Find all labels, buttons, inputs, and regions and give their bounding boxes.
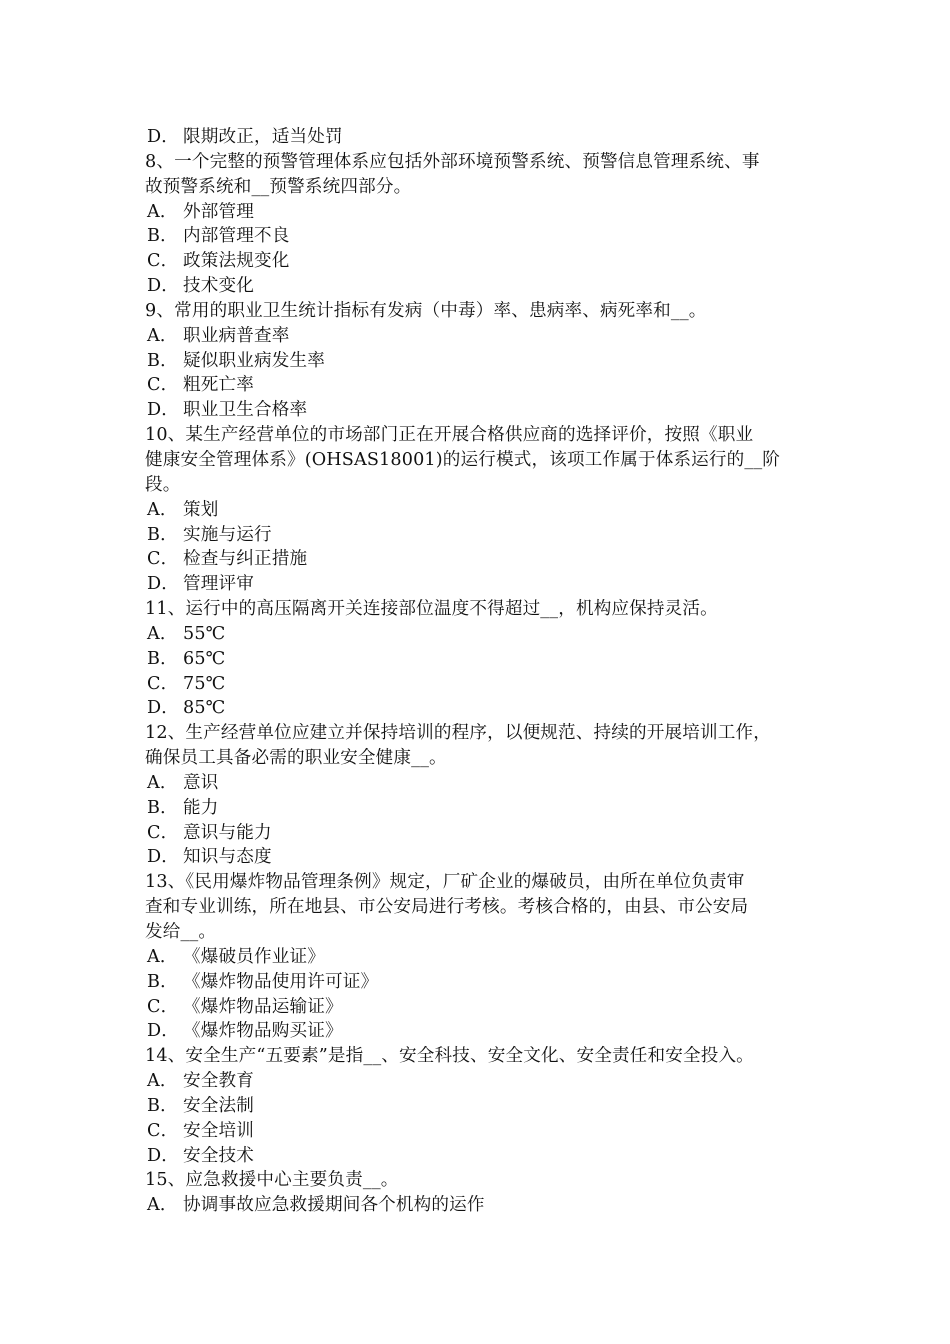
answer-option bbox=[0, 125, 950, 150]
option-text: 策划 bbox=[183, 499, 219, 520]
answer-option bbox=[0, 547, 950, 572]
option-letter: C． bbox=[147, 1120, 179, 1141]
option-text: 55℃ bbox=[183, 623, 226, 644]
question-text: 15、应急救援中心主要负责__。 bbox=[145, 1170, 399, 1191]
option-letter: C． bbox=[147, 673, 179, 694]
option-letter: D． bbox=[147, 698, 179, 719]
answer-option bbox=[0, 622, 950, 647]
question-text-line bbox=[0, 895, 950, 920]
answer-option bbox=[0, 970, 950, 995]
option-text: 检查与纠正措施 bbox=[183, 549, 308, 570]
question-text: 8、一个完整的预警管理体系应包括外部环境预警系统、预警信息管理系统、事 bbox=[145, 151, 760, 172]
answer-option bbox=[0, 349, 950, 374]
question-text: 查和专业训练，所在地县、市公安局进行考核。考核合格的，由县、市公安局 bbox=[145, 897, 749, 918]
option-letter: B． bbox=[147, 971, 178, 992]
answer-option bbox=[0, 1094, 950, 1119]
answer-option bbox=[0, 696, 950, 721]
answer-option bbox=[0, 995, 950, 1020]
option-text: 内部管理不良 bbox=[183, 226, 290, 247]
question-text: 故预警系统和__预警系统四部分。 bbox=[145, 176, 412, 197]
option-text: 《爆破员作业证》 bbox=[183, 946, 325, 967]
answer-option bbox=[0, 845, 950, 870]
option-text: 粗死亡率 bbox=[183, 375, 254, 396]
option-letter: C． bbox=[147, 375, 179, 396]
question-text-line bbox=[0, 746, 950, 771]
question-text-line bbox=[0, 448, 950, 473]
option-text: 《爆炸物品使用许可证》 bbox=[183, 971, 379, 992]
question-text: 10、某生产经营单位的市场部门正在开展合格供应商的选择评价，按照《职业 bbox=[145, 425, 754, 446]
answer-option bbox=[0, 498, 950, 523]
option-letter: B． bbox=[147, 524, 178, 545]
option-letter: A． bbox=[147, 325, 178, 346]
option-letter: C． bbox=[147, 549, 179, 570]
option-text: 65℃ bbox=[183, 648, 226, 669]
answer-option bbox=[0, 945, 950, 970]
question-text: 发给__。 bbox=[145, 922, 217, 942]
option-text: 协调事故应急救援期间各个机构的运作 bbox=[183, 1195, 485, 1216]
answer-option bbox=[0, 398, 950, 423]
option-letter: D． bbox=[147, 1021, 179, 1042]
answer-option bbox=[0, 1069, 950, 1094]
answer-option bbox=[0, 373, 950, 398]
answer-option bbox=[0, 672, 950, 697]
option-text: 职业卫生合格率 bbox=[183, 400, 308, 421]
option-letter: A． bbox=[147, 623, 178, 644]
option-letter: D． bbox=[147, 276, 179, 297]
option-letter: B． bbox=[147, 1095, 178, 1116]
option-text: 安全培训 bbox=[183, 1120, 254, 1141]
option-letter: B． bbox=[147, 226, 178, 247]
option-text: 知识与态度 bbox=[183, 847, 272, 868]
answer-option bbox=[0, 200, 950, 225]
option-text: 《爆炸物品购买证》 bbox=[183, 1021, 343, 1042]
option-text: 《爆炸物品运输证》 bbox=[183, 996, 343, 1017]
answer-option bbox=[0, 1019, 950, 1044]
question-text-line bbox=[0, 423, 950, 448]
option-letter: A． bbox=[147, 1071, 178, 1092]
answer-option bbox=[0, 647, 950, 672]
question-text-line bbox=[0, 920, 950, 945]
option-text: 限期改正，适当处罚 bbox=[183, 127, 343, 147]
option-text: 意识与能力 bbox=[183, 822, 272, 843]
question-text-line bbox=[0, 175, 950, 200]
question-text: 9、常用的职业卫生统计指标有发病（中毒）率、患病率、病死率和__。 bbox=[145, 300, 707, 321]
option-letter: C． bbox=[147, 251, 179, 272]
option-letter: A． bbox=[147, 1195, 178, 1216]
option-text: 意识 bbox=[183, 772, 219, 793]
question-text-line bbox=[0, 870, 950, 895]
answer-option bbox=[0, 771, 950, 796]
option-text: 实施与运行 bbox=[183, 524, 272, 545]
answer-option bbox=[0, 249, 950, 274]
answer-option bbox=[0, 821, 950, 846]
answer-option bbox=[0, 224, 950, 249]
option-text: 疑似职业病发生率 bbox=[183, 350, 325, 371]
option-text: 安全教育 bbox=[183, 1071, 254, 1092]
option-text: 政策法规变化 bbox=[183, 251, 290, 272]
question-text: 确保员工具备必需的职业安全健康__。 bbox=[145, 748, 447, 769]
document-page bbox=[0, 125, 950, 1218]
option-text: 安全技术 bbox=[183, 1145, 254, 1166]
option-text: 安全法制 bbox=[183, 1095, 254, 1116]
question-text: 14、安全生产“五要素”是指__、安全科技、安全文化、安全责任和安全投入。 bbox=[145, 1046, 754, 1067]
option-letter: D． bbox=[147, 400, 179, 421]
question-text-line bbox=[0, 721, 950, 746]
option-letter: A． bbox=[147, 772, 178, 793]
answer-option bbox=[0, 523, 950, 548]
answer-option bbox=[0, 324, 950, 349]
option-letter: A． bbox=[147, 201, 178, 222]
option-letter: A． bbox=[147, 946, 178, 967]
question-text-line bbox=[0, 473, 950, 498]
option-letter: B． bbox=[147, 648, 178, 669]
question-text: 11、运行中的高压隔离开关连接部位温度不得超过__，机构应保持灵活。 bbox=[145, 599, 718, 620]
option-text: 管理评审 bbox=[183, 574, 254, 595]
option-letter: B． bbox=[147, 350, 178, 371]
answer-option bbox=[0, 1119, 950, 1144]
question-text: 12、生产经营单位应建立并保持培训的程序，以便规范、持续的开展培训工作， bbox=[145, 723, 771, 744]
answer-option bbox=[0, 1193, 950, 1218]
option-text: 职业病普查率 bbox=[183, 325, 290, 346]
option-text: 外部管理 bbox=[183, 201, 254, 222]
option-letter: C． bbox=[147, 822, 179, 843]
option-text: 技术变化 bbox=[183, 276, 254, 297]
question-text-line bbox=[0, 150, 950, 175]
question-text-line bbox=[0, 597, 950, 622]
question-text: 13、《民用爆炸物品管理条例》规定，厂矿企业的爆破员，由所在单位负责审 bbox=[145, 872, 745, 893]
answer-option bbox=[0, 1144, 950, 1169]
option-letter: C． bbox=[147, 996, 179, 1017]
option-text: 能力 bbox=[183, 797, 219, 818]
answer-option bbox=[0, 572, 950, 597]
option-text: 85℃ bbox=[183, 698, 226, 719]
answer-option bbox=[0, 796, 950, 821]
option-letter: D． bbox=[147, 1145, 179, 1166]
option-letter: D． bbox=[147, 847, 179, 868]
option-letter: D． bbox=[147, 127, 179, 147]
option-text: 75℃ bbox=[183, 673, 226, 694]
question-text-line bbox=[0, 1044, 950, 1069]
answer-option bbox=[0, 274, 950, 299]
question-text: 段。 bbox=[145, 474, 181, 495]
question-text-line bbox=[0, 299, 950, 324]
option-letter: D． bbox=[147, 574, 179, 595]
option-letter: B． bbox=[147, 797, 178, 818]
question-text: 健康安全管理体系》(OHSAS18001)的运行模式，该项工作属于体系运行的__阶 bbox=[145, 449, 781, 470]
question-text-line bbox=[0, 1168, 950, 1193]
option-letter: A． bbox=[147, 499, 178, 520]
